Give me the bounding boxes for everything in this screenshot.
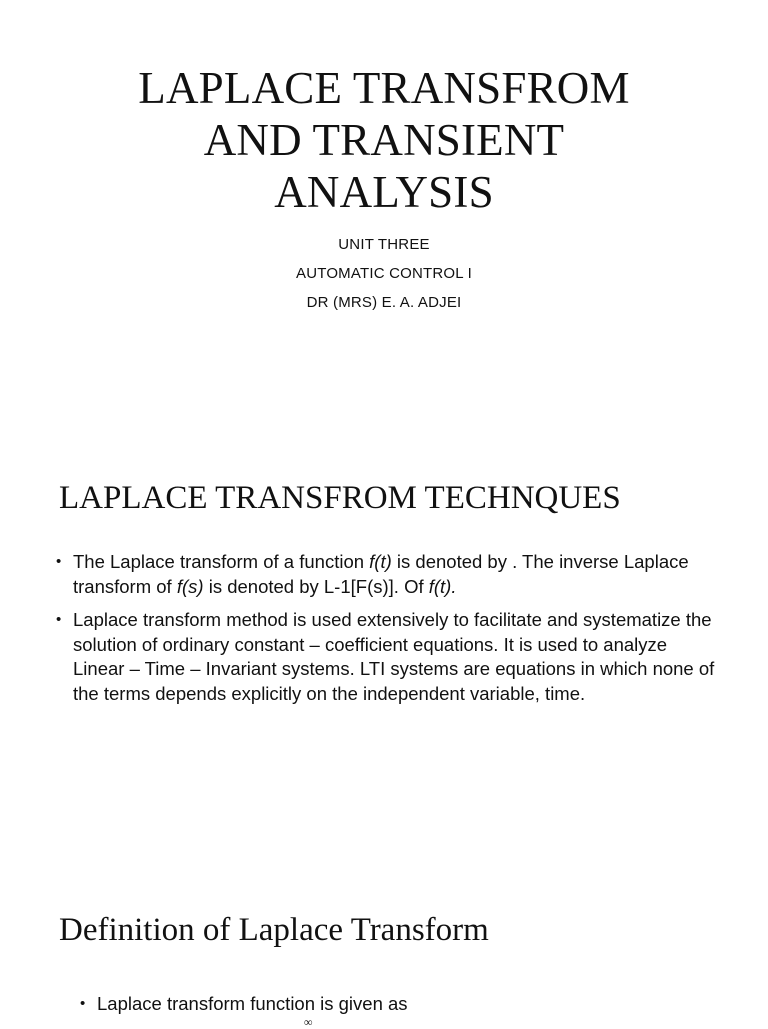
title-line: ANALYSIS [274, 167, 494, 217]
math-term: f(t). [428, 575, 457, 597]
author-name: DR (MRS) E. A. ADJEI [306, 294, 462, 311]
title-line: LAPLACE TRANSFROM [138, 63, 630, 113]
slide-heading: LAPLACE TRANSFROM TECHNQUES [59, 480, 621, 516]
bullet-item [56, 550, 716, 599]
presentation-title [0, 62, 768, 218]
bullet-text: is denoted by . The inverse Laplace transform of [73, 551, 689, 597]
subtitle-block [0, 230, 768, 317]
bullet-list [56, 550, 716, 715]
integral-upper-limit: ∞ [304, 1015, 313, 1029]
techniques-slide [0, 470, 768, 850]
bullet-text: The Laplace transform of a function [73, 551, 370, 572]
title-slide [0, 0, 768, 420]
title-line: AND TRANSIENT [203, 115, 565, 165]
bullet-text: Laplace transform method is used extensively to facilitate and systematize the solution of ordinary constant – coefficient equations. It is used to analyze Linear – Time – Invariant systems. LTI systems are equations in which none of the terms depends explicitly on the independent variable, time. [73, 609, 715, 704]
slide-heading: Definition of Laplace Transform [59, 912, 489, 948]
bullet-text: Laplace transform function is given as [97, 993, 408, 1014]
unit-label: UNIT THREE [338, 236, 430, 253]
math-term: f(s) [176, 575, 204, 597]
bullet-item [80, 992, 740, 1017]
math-term: f(t) [369, 551, 392, 572]
definition-slide [0, 900, 768, 1029]
course-name: AUTOMATIC CONTROL I [295, 265, 473, 282]
bullet-list [80, 992, 740, 1029]
bullet-text: is denoted by L-1[F(s)]. Of [203, 575, 429, 597]
bullet-item [56, 608, 716, 706]
